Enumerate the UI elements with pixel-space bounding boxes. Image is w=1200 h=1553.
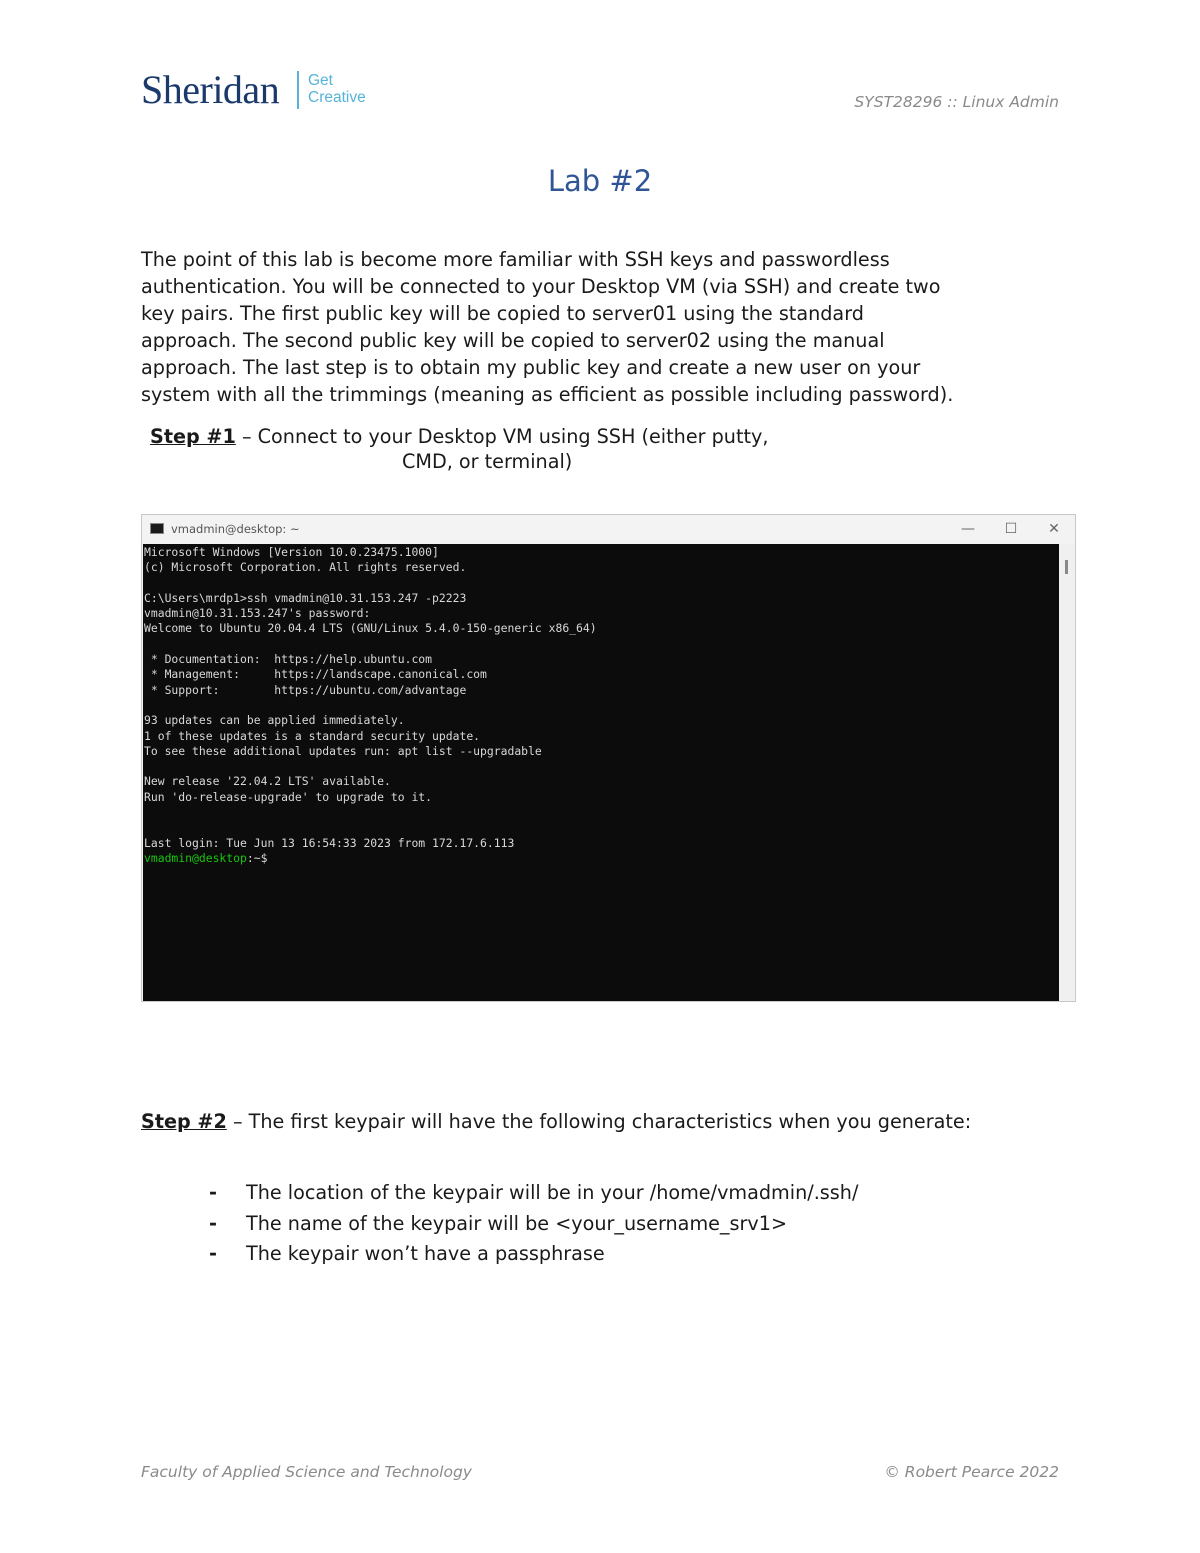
terminal-line: * Management: https://landscape.canonical.com <box>144 667 487 682</box>
terminal-line: vmadmin@10.31.153.247's password: <box>144 606 371 621</box>
bullet-dash: - <box>209 1242 217 1265</box>
step2-heading <box>141 1110 1071 1134</box>
terminal-line: Welcome to Ubuntu 20.04.4 LTS (GNU/Linux 5.4.0-150-generic x86_64) <box>144 621 597 636</box>
intro-line: approach. The last step is to obtain my public key and create a new user on your <box>141 356 921 379</box>
terminal-text <box>144 545 597 866</box>
list-item <box>141 1239 1071 1270</box>
intro-line: The point of this lab is become more familiar with SSH keys and passwordless <box>141 248 890 271</box>
terminal-scrollbar <box>1059 544 1074 1001</box>
terminal-line: Run 'do-release-upgrade' to upgrade to it. <box>144 789 433 804</box>
terminal-line: Microsoft Windows [Version 10.0.23475.1000] <box>144 545 439 559</box>
terminal-line: 1 of these updates is a standard security update. <box>144 728 481 743</box>
terminal-prompt-user: vmadmin@desktop <box>144 850 247 865</box>
step2-label: Step #2 <box>141 1110 227 1133</box>
minimize-icon: — <box>961 521 975 537</box>
terminal-line: 93 updates can be applied immediately. <box>144 713 405 728</box>
bullet-text: The name of the keypair will be <your_username_srv1> <box>246 1211 788 1235</box>
terminal-line: (c) Microsoft Corporation. All rights reserved. <box>144 560 467 575</box>
terminal-window-title: vmadmin@desktop: ~ <box>171 522 300 536</box>
scrollbar-thumb <box>1065 560 1068 574</box>
terminal-prompt-path: :~$ <box>246 850 268 865</box>
intro-line: approach. The second public key will be copied to server02 using the manual <box>141 329 885 352</box>
bullet-text: The location of the keypair will be in your /home/vmadmin/.ssh/ <box>246 1181 859 1204</box>
terminal-line: C:\Users\mrdp1>ssh vmadmin@10.31.153.247 -p2223 <box>144 590 467 605</box>
step1-text-continued: CMD, or terminal) <box>402 450 573 473</box>
list-item <box>141 1178 1071 1209</box>
terminal-output <box>143 544 1060 1001</box>
terminal-screenshot <box>141 514 1076 1002</box>
terminal-line: * Documentation: https://help.ubuntu.com <box>144 652 433 667</box>
step1-text: – Connect to your Desktop VM using SSH (either putty, <box>235 425 769 448</box>
step1-heading <box>150 425 768 449</box>
list-item <box>141 1209 1071 1240</box>
terminal-line: Last login: Tue Jun 13 16:54:33 2023 from 172.17.6.113 <box>144 835 515 850</box>
step2-text: – The first keypair will have the following characteristics when you generate: <box>226 1110 972 1133</box>
footer-copyright: © Robert Pearce 2022 <box>884 1463 1059 1481</box>
maximize-icon: ☐ <box>1004 521 1018 537</box>
intro-line: key pairs. The first public key will be copied to server01 using the standard <box>141 302 864 325</box>
terminal-line: New release '22.04.2 LTS' available. <box>144 774 391 789</box>
intro-paragraph <box>141 246 1071 408</box>
bullet-text: The keypair won’t have a passphrase <box>246 1242 605 1265</box>
sheridan-logo: Sheridan <box>141 67 280 112</box>
terminal-icon <box>150 523 164 534</box>
close-icon: ✕ <box>1048 521 1060 537</box>
bullet-dash: - <box>209 1211 217 1235</box>
step1-label: Step #1 <box>150 425 236 448</box>
terminal-titlebar <box>142 515 1075 544</box>
step2-bullet-list <box>141 1178 1071 1270</box>
footer-faculty: Faculty of Applied Science and Technology <box>141 1463 472 1481</box>
logo-divider <box>297 71 299 109</box>
intro-line: system with all the trimmings (meaning as efficient as possible including password). <box>141 383 954 406</box>
course-header: SYST28296 :: Linux Admin <box>854 93 1059 111</box>
intro-line: authentication. You will be connected to your Desktop VM (via SSH) and create two <box>141 275 941 298</box>
logo-tagline-line1: Get <box>308 72 333 89</box>
terminal-line: * Support: https://ubuntu.com/advantage <box>144 682 467 697</box>
bullet-dash: - <box>209 1181 217 1204</box>
logo-tagline-line2: Creative <box>308 89 366 106</box>
terminal-line: To see these additional updates run: apt list --upgradable <box>144 743 542 758</box>
logo-tagline <box>308 72 366 106</box>
page-title: Lab #2 <box>547 164 653 198</box>
